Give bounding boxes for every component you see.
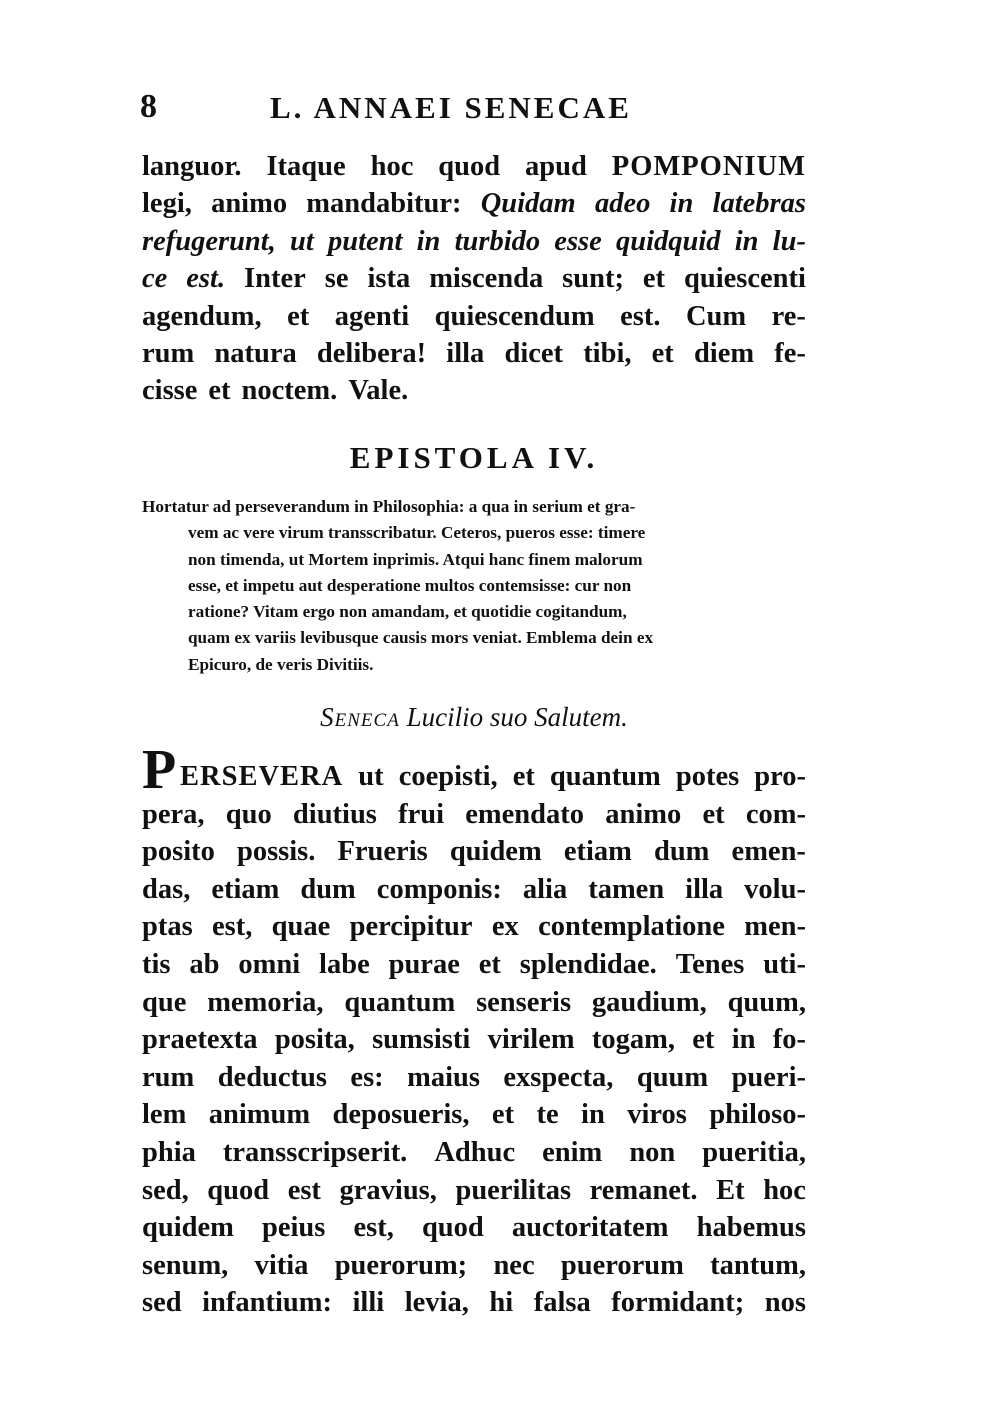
- text-line: ptas est, quae percipitur ex contemplatione men-: [142, 911, 806, 943]
- argument-line: Hortatur ad perseverandum in Philosophia: a qua in serium et gra-: [142, 497, 636, 516]
- argument-line: quam ex variis levibusque causis mors veniat. Emblema dein ex: [188, 628, 654, 648]
- drop-cap: P: [142, 739, 177, 801]
- text-line: ce est. Inter se ista miscenda sunt; et quiescenti: [142, 263, 806, 295]
- main-text-lines: [142, 796, 806, 1322]
- salutation-rest: Lucilio suo Salutem.: [406, 702, 628, 732]
- text-line: legi, animo mandabitur: Quidam adeo in latebras: [142, 188, 806, 220]
- text-line: rum deductus es: maius exspecta, quum pueri-: [142, 1061, 806, 1093]
- text-line: languor. Itaque hoc quod apud POMPONIUM: [142, 151, 806, 182]
- text-line: praetexta posita, sumsisti virilem togam, et in fo-: [142, 1024, 806, 1056]
- argument-line: non timenda, ut Mortem inprimis. Atqui hanc finem malorum: [188, 549, 643, 569]
- salutation-name: Seneca: [320, 702, 400, 732]
- page-header: [140, 88, 800, 138]
- text-line: cisse et noctem. Vale.: [142, 375, 409, 407]
- text-line: P ERSEVERA ut coepisti, et quantum potes pro-: [142, 739, 806, 801]
- argument-line: Epicuro, de veris Divitiis.: [188, 654, 374, 674]
- text-line: pera, quo diutius frui emendato animo et com-: [142, 798, 806, 830]
- text-line: das, etiam dum componis: alia tamen illa volu-: [142, 873, 806, 905]
- argument-line: ratione? Vitam ergo non amandam, et quotidie cogitandum,: [188, 602, 627, 622]
- previous-letter-ending: [142, 148, 806, 410]
- text-line: tis ab omni labe purae et splendidae. Tenes uti-: [142, 948, 806, 980]
- text-line: refugerunt, ut putent in turbido esse quidquid in lu-: [142, 225, 806, 257]
- epistola-title: EPISTOLA IV.: [349, 440, 599, 475]
- text-line: posito possis. Frueris quidem etiam dum emen-: [142, 836, 806, 868]
- running-head: L. ANNAEI SENECAE: [270, 90, 632, 125]
- argument-line: esse, et impetu aut desperatione multos contemsisse: cur non: [188, 575, 632, 595]
- letter-argument: [142, 494, 806, 678]
- text-line: rum natura delibera! illa dicet tibi, et diem fe-: [142, 337, 806, 369]
- text-line: agendum, et agenti quiescendum est. Cum re-: [142, 300, 806, 332]
- page-number: 8: [140, 88, 157, 125]
- text-line: phia transscripserit. Adhuc enim non pueritia,: [142, 1136, 806, 1168]
- text-line: que memoria, quantum senseris gaudium, quum,: [142, 986, 806, 1018]
- text-line: sed infantium: illi levia, hi falsa formidant; nos: [142, 1287, 806, 1319]
- salutation: [142, 702, 806, 733]
- argument-line: vem ac vere virum transscribatur. Ceteros, pueros esse: timere: [188, 523, 646, 543]
- letter-body: [142, 739, 806, 1322]
- text-line: sed, quod est gravius, puerilitas remanet. Et hoc: [142, 1174, 806, 1206]
- text-line: lem animum deposueris, et te in viros philoso-: [142, 1099, 806, 1131]
- text-line: senum, vitia puerorum; nec puerorum tantum,: [142, 1249, 806, 1281]
- text-line: quidem peius est, quod auctoritatem habemus: [142, 1212, 806, 1244]
